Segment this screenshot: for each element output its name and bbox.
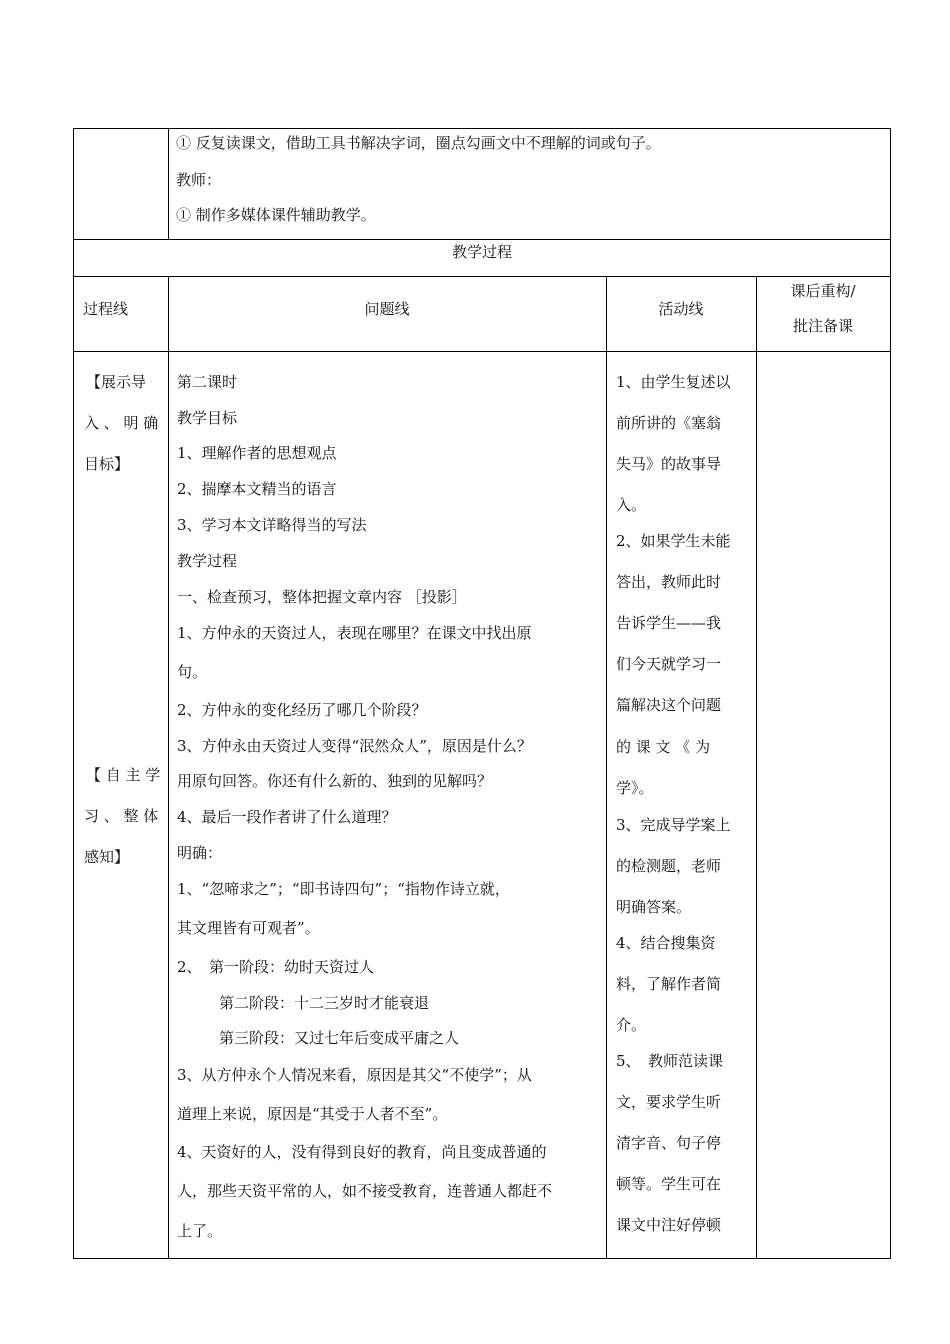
question-line: 第二阶段：十二三岁时才能衰退	[219, 994, 430, 1012]
question-line: 3、从方仲永个人情况来看，原因是其父“不使学”；从	[177, 1066, 532, 1084]
activity-line: 告诉学生——我	[616, 614, 722, 632]
activity-line: 4、结合搜集资	[616, 934, 716, 952]
activity-line: 顿等。学生可在	[616, 1175, 722, 1193]
header-activity-line: 活动线	[658, 300, 704, 318]
question-line: 4、天资好的人，没有得到良好的教育，尚且变成普通的	[177, 1143, 547, 1161]
stage-selfstudy-label: 感知】	[84, 848, 130, 866]
stage-intro-label: 【展示导	[86, 373, 147, 391]
activity-line: 失马》的故事导	[616, 455, 722, 473]
activity-line: 明确答案。	[616, 898, 692, 916]
stage-intro-label: 入 、 明 确	[84, 414, 159, 432]
question-line: 句。	[177, 663, 208, 681]
question-line: 道理上来说，原因是“其受于人者不至”。	[177, 1105, 448, 1123]
prep-line: 教师：	[176, 171, 222, 189]
question-line: 其文理皆有可观者”。	[177, 919, 320, 937]
question-line: 人，那些天资平常的人，如不接受教育，连普通人都赶不	[177, 1182, 553, 1200]
question-line: 2、方仲永的变化经历了哪几个阶段？	[177, 701, 427, 719]
stage-selfstudy-label: 【 自 主 学	[86, 766, 161, 784]
activity-line: 入。	[616, 496, 647, 514]
question-line: 1、理解作者的思想观点	[177, 444, 337, 462]
activity-line: 介。	[616, 1016, 647, 1034]
question-line: 上了。	[177, 1222, 223, 1240]
prep-line: ① 制作多媒体课件辅助教学。	[176, 206, 376, 224]
header-question-line: 问题线	[364, 300, 410, 318]
activity-line: 料，了解作者简	[616, 975, 722, 993]
question-line: 明确：	[177, 844, 223, 862]
row-divider-header	[73, 351, 891, 352]
question-line: 一、检查预习，整体把握文章内容 ［投影］	[177, 588, 467, 606]
activity-line: 答出，教师此时	[616, 573, 722, 591]
question-line: 2、 第一阶段：幼时天资过人	[177, 958, 375, 976]
stage-intro-label: 目标】	[84, 455, 130, 473]
question-line: 用原句回答。你还有什么新的、独到的见解吗？	[177, 772, 493, 790]
col-divider-1-top	[168, 128, 169, 240]
question-line: 2、揣摩本文精当的语言	[177, 480, 337, 498]
row-divider-prep	[73, 239, 891, 240]
activity-line: 课文中注好停顿	[616, 1216, 722, 1234]
header-process-line: 过程线	[83, 300, 129, 318]
question-line: 4、最后一段作者讲了什么道理？	[177, 808, 397, 826]
activity-line: 5、 教师范读课	[616, 1052, 724, 1070]
question-line: 3、学习本文详略得当的写法	[177, 516, 367, 534]
activity-line: 清字音、句子停	[616, 1134, 722, 1152]
question-line: 第二课时	[177, 373, 238, 391]
question-line: 1、方仲永的天资过人，表现在哪里？在课文中找出原	[177, 624, 532, 642]
stage-selfstudy-label: 习 、 整 体	[84, 807, 159, 825]
activity-line: 的检测题，老师	[616, 857, 722, 875]
activity-line: 前所讲的《塞翁	[616, 414, 722, 432]
activity-line: 的 课 文 《 为	[616, 738, 711, 756]
table-border-top	[73, 128, 891, 129]
row-divider-section	[73, 276, 891, 277]
table-border-right	[890, 128, 891, 1259]
activity-line: 们今天就学习一	[616, 655, 722, 673]
col-divider-1	[168, 276, 169, 1259]
prep-line: ① 反复读课文，借助工具书解决字词，圈点勾画文中不理解的词或句子。	[176, 134, 661, 152]
activity-line: 2、如果学生未能	[616, 532, 731, 550]
table-border-bottom	[73, 1258, 891, 1259]
question-line: 1、“忽啼求之”；“即书诗四句”；“指物作诗立就，	[177, 880, 510, 898]
question-line: 教学过程	[177, 552, 238, 570]
header-notes-line1: 课后重构/	[790, 282, 856, 300]
question-line: 3、方仲永由天资过人变得“泯然众人”，原因是什么？	[177, 737, 532, 755]
activity-line: 学》。	[616, 779, 654, 797]
activity-line: 篇解决这个问题	[616, 696, 722, 714]
section-title: 教学过程	[451, 243, 512, 261]
col-divider-3	[756, 276, 757, 1259]
activity-line: 1、由学生复述以	[616, 373, 731, 391]
table-border-left	[73, 128, 74, 1259]
activity-line: 3、完成导学案上	[616, 816, 731, 834]
header-notes-line2: 批注备课	[792, 317, 853, 335]
col-divider-2	[606, 276, 607, 1259]
question-line: 第三阶段：又过七年后变成平庸之人	[219, 1029, 460, 1047]
activity-line: 文，要求学生听	[616, 1093, 722, 1111]
question-line: 教学目标	[177, 409, 238, 427]
